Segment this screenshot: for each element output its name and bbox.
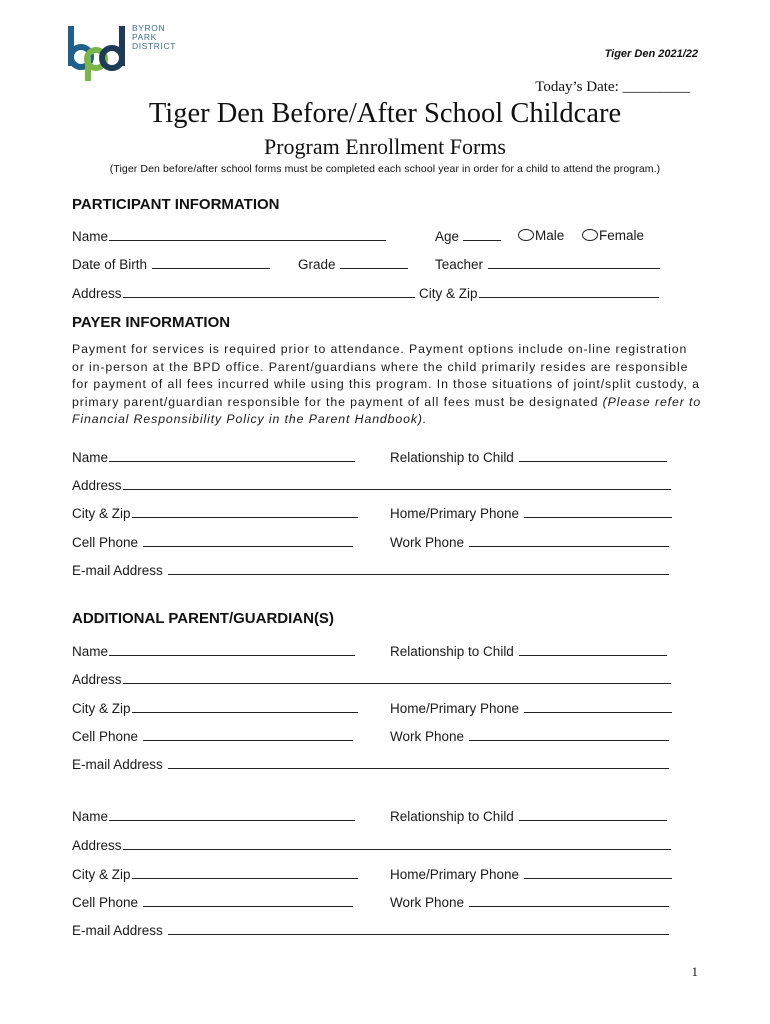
guardian1-city-field[interactable] bbox=[72, 700, 358, 716]
guardian1-home-phone-line[interactable] bbox=[524, 700, 672, 713]
guardian1-email-field[interactable] bbox=[72, 756, 669, 772]
payment-policy-text: Payment for services is required prior to attendance. Payment options include on-line registration or in-person at the BPD office. Parent/guardians where the child primarily resides are responsible for payment of all fees incurred while using this program. In those situations of joint/split custody, a primary parent/guardian responsible for the payment of all fees must be designated bbox=[72, 342, 700, 409]
guardian2-city-field[interactable] bbox=[72, 866, 358, 882]
female-label: Female bbox=[599, 228, 645, 243]
guardian2-work-phone-line[interactable] bbox=[469, 894, 669, 907]
guardian1-address-label: Address bbox=[72, 672, 122, 687]
logo-line-1: BYRON bbox=[132, 23, 166, 33]
participant-dob-field[interactable] bbox=[72, 256, 270, 272]
payer-home-phone-label: Home/Primary Phone bbox=[390, 506, 520, 521]
guardian1-cell-phone-label: Cell Phone bbox=[72, 729, 139, 744]
guardian1-address-line[interactable] bbox=[123, 671, 671, 684]
payer-email-label: E-mail Address bbox=[72, 563, 163, 578]
logo-line-3: DISTRICT bbox=[132, 41, 176, 51]
payer-relationship-field[interactable] bbox=[390, 449, 667, 465]
guardian2-email-label: E-mail Address bbox=[72, 923, 163, 938]
participant-name-field[interactable] bbox=[72, 228, 386, 244]
guardian1-home-phone-label: Home/Primary Phone bbox=[390, 701, 520, 716]
guardian2-name-field[interactable] bbox=[72, 808, 355, 824]
participant-grade-label: Grade bbox=[298, 257, 336, 272]
guardian1-work-phone-label: Work Phone bbox=[390, 729, 465, 744]
guardian1-relationship-line[interactable] bbox=[519, 643, 667, 656]
guardian1-city-label: City & Zip bbox=[72, 701, 131, 716]
todays-date: Today’s Date: _________ bbox=[535, 79, 690, 95]
guardian2-email-line[interactable] bbox=[168, 922, 669, 935]
guardian1-name-label: Name bbox=[72, 644, 109, 659]
payer-city-field[interactable] bbox=[72, 505, 358, 521]
payer-work-phone-label: Work Phone bbox=[390, 535, 465, 550]
page-number: 1 bbox=[691, 964, 698, 979]
payer-home-phone-line[interactable] bbox=[524, 505, 672, 518]
payer-relationship-label: Relationship to Child bbox=[390, 450, 514, 465]
participant-heading: PARTICIPANT INFORMATION bbox=[72, 196, 280, 213]
participant-address-line[interactable] bbox=[123, 285, 415, 298]
participant-age-field[interactable] bbox=[435, 228, 501, 244]
participant-name-line[interactable] bbox=[109, 228, 386, 241]
guardian2-email-field[interactable] bbox=[72, 922, 669, 938]
guardian1-city-line[interactable] bbox=[132, 700, 358, 713]
payer-name-label: Name bbox=[72, 450, 109, 465]
guardian2-city-label: City & Zip bbox=[72, 867, 131, 882]
payer-name-field[interactable] bbox=[72, 449, 355, 465]
guardian2-home-phone-label: Home/Primary Phone bbox=[390, 867, 520, 882]
payment-policy-reference: (Please refer to Financial Responsibility Policy in the Parent Handbook). bbox=[72, 394, 702, 426]
payer-work-phone-line[interactable] bbox=[469, 534, 669, 547]
female-radio[interactable] bbox=[582, 229, 598, 241]
logo-line-2: PARK bbox=[132, 32, 157, 42]
guardian2-name-label: Name bbox=[72, 809, 109, 824]
payer-address-label: Address bbox=[72, 478, 122, 493]
payer-heading: PAYER INFORMATION bbox=[72, 314, 231, 331]
guardian2-relationship-line[interactable] bbox=[519, 808, 667, 821]
participant-address-field[interactable] bbox=[72, 285, 415, 301]
participant-city-field[interactable] bbox=[419, 285, 659, 301]
completion-note: (Tiger Den before/after school forms must be completed each school year in order for a child to attend the program.) bbox=[109, 163, 661, 175]
page-title: Tiger Den Before/After School Childcare bbox=[148, 98, 622, 129]
guardian1-name-field[interactable] bbox=[72, 643, 355, 659]
male-label: Male bbox=[535, 228, 565, 243]
participant-city-label: City & Zip bbox=[419, 286, 478, 301]
guardian2-name-line[interactable] bbox=[109, 808, 355, 821]
guardian2-cell-phone-line[interactable] bbox=[143, 894, 353, 907]
guardian2-relationship-label: Relationship to Child bbox=[390, 809, 514, 824]
payer-email-field[interactable] bbox=[72, 562, 669, 578]
document-tag: Tiger Den 2021/22 bbox=[604, 48, 698, 60]
participant-grade-line[interactable] bbox=[340, 256, 408, 269]
participant-grade-field[interactable] bbox=[298, 256, 408, 272]
participant-address-label: Address bbox=[72, 286, 122, 301]
district-logo bbox=[66, 22, 186, 84]
participant-age-line[interactable] bbox=[463, 228, 501, 241]
payer-address-line[interactable] bbox=[123, 477, 671, 490]
payer-relationship-line[interactable] bbox=[519, 449, 667, 462]
guardian1-address-field[interactable] bbox=[72, 671, 671, 687]
payer-cell-phone-line[interactable] bbox=[143, 534, 353, 547]
payer-address-field[interactable] bbox=[72, 477, 671, 493]
payer-name-line[interactable] bbox=[109, 449, 355, 462]
participant-name-label: Name bbox=[72, 229, 109, 244]
participant-age-label: Age bbox=[435, 229, 460, 244]
male-radio[interactable] bbox=[518, 229, 534, 241]
participant-dob-label: Date of Birth bbox=[72, 257, 148, 272]
page-subtitle: Program Enrollment Forms bbox=[264, 134, 506, 159]
guardian2-address-label: Address bbox=[72, 838, 122, 853]
payer-email-line[interactable] bbox=[168, 562, 669, 575]
participant-city-line[interactable] bbox=[479, 285, 659, 298]
guardian1-home-phone-field[interactable] bbox=[390, 700, 672, 716]
participant-teacher-label: Teacher bbox=[435, 257, 484, 272]
guardian1-work-phone-line[interactable] bbox=[469, 728, 669, 741]
guardian1-relationship-field[interactable] bbox=[390, 643, 667, 659]
male-option[interactable] bbox=[518, 228, 564, 243]
female-option[interactable] bbox=[582, 228, 644, 243]
guardian1-cell-phone-line[interactable] bbox=[143, 728, 353, 741]
guardian2-cell-phone-label: Cell Phone bbox=[72, 895, 139, 910]
participant-teacher-line[interactable] bbox=[488, 256, 660, 269]
payer-work-phone-field[interactable] bbox=[390, 534, 669, 550]
guardian2-home-phone-field[interactable] bbox=[390, 866, 672, 882]
guardian2-work-phone-field[interactable] bbox=[390, 894, 669, 910]
payer-city-label: City & Zip bbox=[72, 506, 131, 521]
guardian2-city-line[interactable] bbox=[132, 866, 358, 879]
guardian1-cell-phone-field[interactable] bbox=[72, 728, 353, 744]
guardian2-home-phone-line[interactable] bbox=[524, 866, 672, 879]
guardian1-email-line[interactable] bbox=[168, 756, 669, 769]
payment-policy-paragraph bbox=[72, 341, 702, 429]
payer-home-phone-field[interactable] bbox=[390, 505, 672, 521]
participant-dob-line[interactable] bbox=[152, 256, 270, 269]
participant-teacher-field[interactable] bbox=[435, 256, 660, 272]
guardian2-cell-phone-field[interactable] bbox=[72, 894, 353, 910]
guardian2-address-line[interactable] bbox=[123, 837, 671, 850]
guardian1-relationship-label: Relationship to Child bbox=[390, 644, 514, 659]
guardian2-address-field[interactable] bbox=[72, 837, 671, 853]
guardian1-work-phone-field[interactable] bbox=[390, 728, 669, 744]
additional-heading: ADDITIONAL PARENT/GUARDIAN(S) bbox=[72, 610, 334, 627]
bpd-logo-icon bbox=[66, 22, 128, 84]
guardian1-email-label: E-mail Address bbox=[72, 757, 163, 772]
payer-city-line[interactable] bbox=[132, 505, 358, 518]
guardian2-relationship-field[interactable] bbox=[390, 808, 667, 824]
guardian1-name-line[interactable] bbox=[109, 643, 355, 656]
guardian2-work-phone-label: Work Phone bbox=[390, 895, 465, 910]
payer-cell-phone-field[interactable] bbox=[72, 534, 353, 550]
payer-cell-phone-label: Cell Phone bbox=[72, 535, 139, 550]
